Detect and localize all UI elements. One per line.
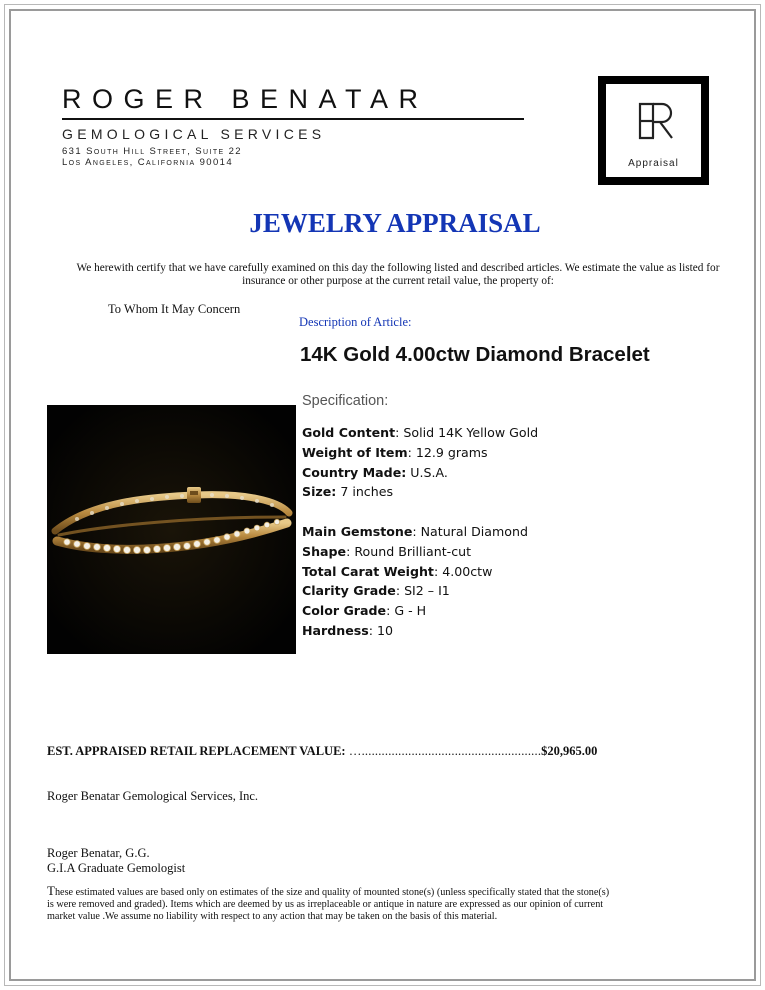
specification-list <box>302 423 538 641</box>
recipient: To Whom It May Concern <box>108 302 241 316</box>
appraised-value-line <box>47 744 597 759</box>
spec-row-shape: Shape: Round Brilliant-cut <box>302 543 472 559</box>
signer-name: Roger Benatar, G.G. <box>47 846 150 860</box>
appraised-value-amount: $20,965.00 <box>541 744 598 758</box>
spec-row-color: Color Grade: G - H <box>302 603 427 619</box>
company-name: ROGER BENATAR <box>62 84 429 114</box>
logo-label: Appraisal <box>628 158 679 169</box>
signer-title: G.I.A Graduate Gemologist <box>47 861 186 875</box>
br-monogram-icon <box>606 96 701 146</box>
address-line-1: 631 South Hill Street, Suite 22 <box>62 146 242 157</box>
spec-row-weight: Weight of Item: 12.9 grams <box>302 444 488 460</box>
bracelet-photo <box>47 405 296 654</box>
company-line: Roger Benatar Gemological Services, Inc. <box>47 789 259 803</box>
article-title: 14K Gold 4.00ctw Diamond Bracelet <box>300 343 650 366</box>
specification-label: Specification: <box>302 393 389 409</box>
spec-row-hardness: Hardness: 10 <box>302 622 394 638</box>
spec-row-carat-weight: Total Carat Weight: 4.00ctw <box>302 563 493 579</box>
description-label: Description of Article: <box>299 315 412 329</box>
company-subtitle: GEMOLOGICAL SERVICES <box>62 126 326 142</box>
disclaimer <box>47 885 617 923</box>
spec-row-country: Country Made: U.S.A. <box>302 464 448 480</box>
document-title: JEWELRY APPRAISAL <box>249 208 541 238</box>
spec-row-main-gemstone: Main Gemstone: Natural Diamond <box>302 523 528 539</box>
certification-intro: We herewith certify that we have carefully examined on this day the following listed and described articles. We estimate the value as listed for insurance or other purpose at the current retail value, the property of: <box>76 262 720 287</box>
appraised-value-label: EST. APPRAISED RETAIL REPLACEMENT VALUE: <box>47 744 346 758</box>
bracelet-image-icon <box>47 405 296 654</box>
disclaimer-initial: T <box>47 883 55 898</box>
logo-mark <box>606 96 701 153</box>
spec-row-clarity: Clarity Grade: SI2 – I1 <box>302 583 450 599</box>
logo-inner <box>606 84 701 177</box>
company-rule <box>62 118 524 120</box>
spec-row-size: Size: 7 inches <box>302 484 394 500</box>
leader-dots: …...................................................... <box>345 744 542 758</box>
disclaimer-text: hese estimated values are based only on estimates of the size and quality of mounted stone(s) (unless specifically stated that the stone(s) is were removed and graded). Items which are deemed by us as irreplaceable or antique in nature are expressed as our opinion of current market value .We assume no liability with respect to any action that may be taken on the basis of this material. <box>47 887 610 922</box>
spec-row-gold-content: Gold Content: Solid 14K Yellow Gold <box>302 425 539 440</box>
address-line-2: Los Angeles, California 90014 <box>62 157 233 168</box>
appraisal-logo <box>598 76 709 185</box>
spec-spacer <box>302 502 538 522</box>
